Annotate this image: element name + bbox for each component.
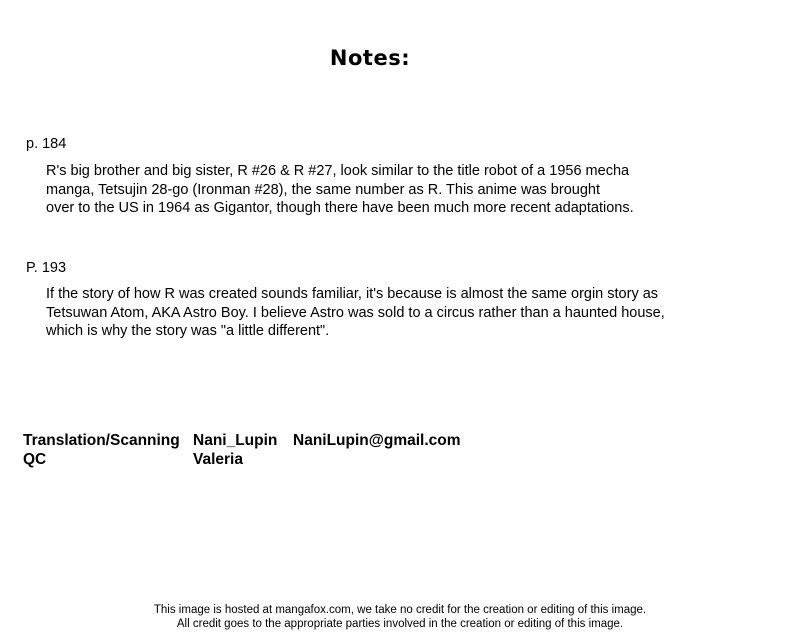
note-page-ref: P. 193 (26, 260, 67, 276)
notes-title: Notes: (329, 46, 411, 70)
credit-contact: NaniLupin@gmail.com (293, 432, 461, 449)
note-page-ref: p. 184 (26, 136, 67, 152)
note-line: over to the US in 1964 as Gigantor, though there have been much more recent adaptations. (46, 200, 634, 216)
credit-name: Valeria (193, 451, 243, 468)
disclaimer-line: All credit goes to the appropriate parties involved in the creation or editing of this image. (176, 617, 624, 630)
note-line: If the story of how R was created sounds familiar, it's because is almost the same orgin story as (46, 286, 659, 302)
credit-name: Nani_Lupin (193, 432, 278, 449)
note-line: which is why the story was "a little different". (46, 323, 330, 339)
note-body (46, 162, 756, 218)
note-line: R's big brother and big sister, R #26 & R #27, look similar to the title robot of a 1956 mecha (46, 163, 630, 179)
credit-role: Translation/Scanning (23, 432, 180, 449)
credit-role: QC (23, 451, 47, 468)
hosting-disclaimer (0, 604, 800, 631)
note-body (46, 285, 756, 341)
disclaimer-line: This image is hosted at mangafox.com, we take no credit for the creation or editing of this image. (153, 604, 647, 616)
note-line: Tetsuwan Atom, AKA Astro Boy. I believe Astro was sold to a circus rather than a haunted house, (46, 304, 665, 321)
note-line: manga, Tetsujin 28-go (Ironman #28), the same number as R. This anime was brought (46, 181, 600, 198)
